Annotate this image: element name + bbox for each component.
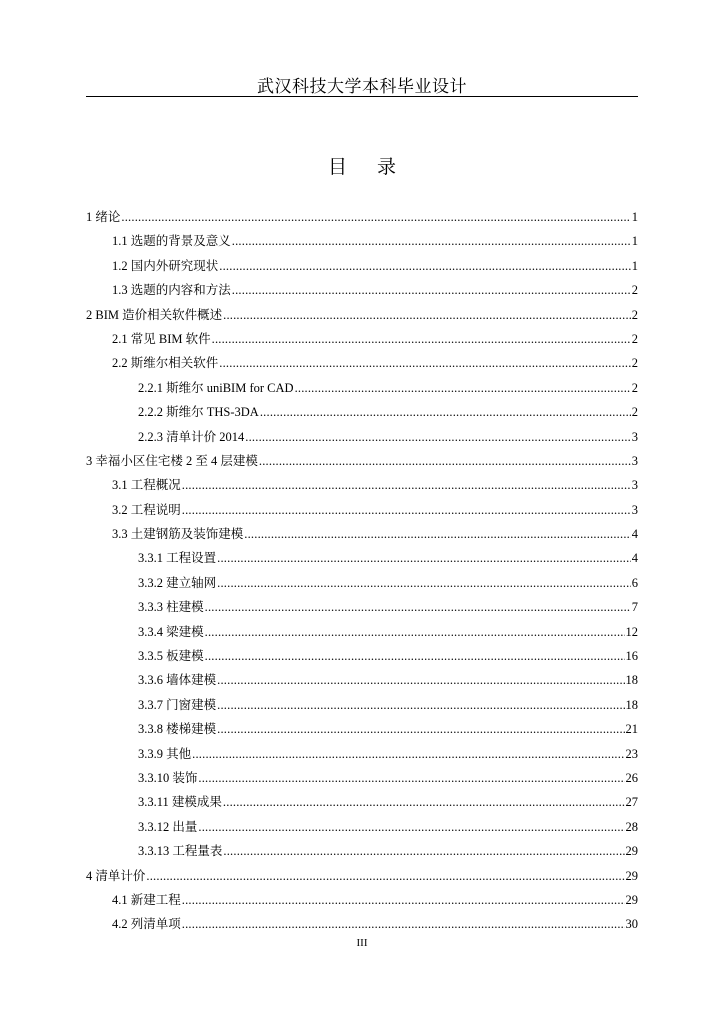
- toc-entry[interactable]: [86, 792, 638, 816]
- table-of-contents: [86, 207, 638, 939]
- toc-entry-text: 3.3 土建钢筋及装饰建模: [112, 527, 244, 542]
- toc-entry-page: 18: [625, 673, 638, 688]
- toc-entry-page: 18: [625, 697, 638, 712]
- toc-entry-page: 1: [631, 258, 638, 273]
- toc-entry[interactable]: [86, 524, 638, 548]
- page-number: III: [356, 937, 368, 949]
- toc-entry-page: 29: [625, 868, 638, 883]
- toc-entry[interactable]: [86, 451, 638, 475]
- toc-dot-leader: [192, 744, 624, 764]
- toc-entry[interactable]: [86, 427, 638, 451]
- toc-entry-text: 3.3.1 工程设置: [138, 551, 217, 566]
- toc-entry-page: 3: [631, 502, 638, 517]
- toc-entry[interactable]: [86, 622, 638, 646]
- toc-entry-text: 2.2.1 斯维尔 uniBIM for CAD: [138, 380, 294, 395]
- toc-entry-page: 3: [631, 478, 638, 493]
- toc-entry[interactable]: [86, 207, 638, 231]
- toc-entry[interactable]: [86, 768, 638, 792]
- toc-dot-leader: [259, 451, 631, 471]
- toc-entry-page: 27: [625, 795, 638, 810]
- toc-entry-text: 2.1 常见 BIM 软件: [112, 331, 211, 346]
- toc-dot-leader: [219, 256, 630, 276]
- toc-dot-leader: [182, 475, 631, 495]
- toc-entry-text: 2.2 斯维尔相关软件: [112, 356, 219, 371]
- toc-entry[interactable]: [86, 573, 638, 597]
- toc-entry[interactable]: [86, 744, 638, 768]
- toc-entry-page: 21: [625, 722, 638, 737]
- toc-entry[interactable]: [86, 817, 638, 841]
- toc-entry-text: 2.2.3 清单计价 2014: [138, 429, 245, 444]
- toc-entry[interactable]: [86, 841, 638, 865]
- toc-entry-page: 29: [625, 892, 638, 907]
- toc-entry-page: 29: [625, 844, 638, 859]
- toc-entry[interactable]: [86, 890, 638, 914]
- toc-dot-leader: [205, 646, 625, 666]
- toc-dot-leader: [121, 207, 630, 227]
- toc-dot-leader: [217, 695, 624, 715]
- toc-entry[interactable]: [86, 353, 638, 377]
- toc-entry-page: 23: [625, 746, 638, 761]
- toc-entry[interactable]: [86, 670, 638, 694]
- toc-dot-leader: [232, 231, 631, 251]
- toc-dot-leader: [182, 500, 631, 520]
- toc-entry[interactable]: [86, 305, 638, 329]
- toc-entry-text: 3.3.6 墙体建模: [138, 673, 217, 688]
- toc-entry-page: 30: [625, 917, 638, 932]
- toc-entry[interactable]: [86, 695, 638, 719]
- toc-entry-text: 2.2.2 斯维尔 THS-3DA: [138, 405, 259, 420]
- toc-entry-page: 4: [631, 551, 638, 566]
- toc-entry[interactable]: [86, 597, 638, 621]
- toc-dot-leader: [205, 597, 631, 617]
- toc-entry-text: 3.3.10 装饰: [138, 770, 198, 785]
- toc-dot-leader: [217, 573, 631, 593]
- toc-entry-text: 1.3 选题的内容和方法: [112, 283, 231, 298]
- header-rule: [86, 96, 638, 97]
- toc-entry-text: 3.3.13 工程量表: [138, 844, 223, 859]
- toc-entry[interactable]: [86, 256, 638, 280]
- toc-dot-leader: [198, 817, 624, 837]
- toc-entry-page: 2: [631, 405, 638, 420]
- toc-entry[interactable]: [86, 866, 638, 890]
- toc-entry-page: 12: [625, 624, 638, 639]
- toc-dot-leader: [212, 329, 631, 349]
- toc-entry[interactable]: [86, 329, 638, 353]
- toc-dot-leader: [260, 402, 631, 422]
- toc-dot-leader: [182, 890, 625, 910]
- toc-entry-page: 1: [631, 234, 638, 249]
- toc-entry-page: 16: [625, 649, 638, 664]
- page-header-title: 武汉科技大学本科毕业设计: [257, 77, 467, 97]
- toc-entry[interactable]: [86, 231, 638, 255]
- toc-entry-page: 6: [631, 575, 638, 590]
- toc-entry-page: 3: [631, 429, 638, 444]
- toc-entry[interactable]: [86, 646, 638, 670]
- toc-entry-text: 3 幸福小区住宅楼 2 至 4 层建模: [86, 453, 258, 468]
- toc-entry[interactable]: [86, 378, 638, 402]
- toc-dot-leader: [182, 914, 625, 934]
- toc-entry-page: 2: [631, 331, 638, 346]
- toc-entry-text: 3.2 工程说明: [112, 502, 181, 517]
- toc-dot-leader: [217, 719, 624, 739]
- toc-entry-page: 1: [631, 210, 638, 224]
- toc-entry[interactable]: [86, 402, 638, 426]
- toc-entry-page: 2: [631, 283, 638, 298]
- toc-entry[interactable]: [86, 719, 638, 743]
- toc-dot-leader: [205, 622, 625, 642]
- toc-dot-leader: [219, 353, 630, 373]
- toc-title: 目 录: [327, 156, 409, 178]
- toc-entry-text: 3.3.2 建立轴网: [138, 575, 217, 590]
- toc-dot-leader: [217, 548, 631, 568]
- toc-entry[interactable]: [86, 914, 638, 938]
- toc-entry-page: 2: [631, 380, 638, 395]
- toc-entry-page: 4: [631, 527, 638, 542]
- toc-dot-leader: [244, 524, 630, 544]
- toc-entry-text: 2 BIM 造价相关软件概述: [86, 307, 223, 322]
- toc-dot-leader: [217, 670, 624, 690]
- toc-entry-text: 3.3.4 梁建模: [138, 624, 204, 639]
- toc-entry-page: 2: [631, 356, 638, 371]
- toc-entry-text: 3.3.8 楼梯建模: [138, 722, 217, 737]
- toc-entry-page: 7: [631, 600, 638, 615]
- toc-dot-leader: [223, 792, 625, 812]
- toc-dot-leader: [295, 378, 631, 398]
- toc-entry-text: 3.1 工程概况: [112, 478, 181, 493]
- toc-entry-text: 3.3.3 柱建模: [138, 600, 204, 615]
- toc-dot-leader: [146, 866, 624, 886]
- toc-entry-text: 3.3.9 其他: [138, 746, 192, 761]
- toc-entry-text: 1 绪论: [86, 210, 121, 224]
- toc-entry-text: 4 清单计价: [86, 868, 146, 883]
- toc-entry-text: 1.2 国内外研究现状: [112, 258, 219, 273]
- toc-entry-page: 2: [631, 307, 638, 322]
- toc-entry-page: 26: [625, 770, 638, 785]
- toc-entry[interactable]: [86, 475, 638, 499]
- toc-dot-leader: [245, 427, 630, 447]
- toc-dot-leader: [232, 280, 631, 300]
- toc-entry[interactable]: [86, 548, 638, 572]
- toc-entry-text: 3.3.5 板建模: [138, 649, 204, 664]
- toc-entry-text: 3.3.11 建模成果: [138, 795, 222, 810]
- toc-dot-leader: [198, 768, 624, 788]
- toc-entry-text: 3.3.12 出量: [138, 819, 198, 834]
- toc-entry-page: 28: [625, 819, 638, 834]
- toc-entry-text: 4.2 列清单项: [112, 917, 181, 932]
- toc-dot-leader: [223, 841, 624, 861]
- toc-entry[interactable]: [86, 280, 638, 304]
- toc-entry-text: 1.1 选题的背景及意义: [112, 234, 231, 249]
- toc-entry-text: 4.1 新建工程: [112, 892, 181, 907]
- toc-entry[interactable]: [86, 500, 638, 524]
- toc-entry-text: 3.3.7 门窗建模: [138, 697, 217, 712]
- toc-entry-page: 3: [631, 453, 638, 468]
- toc-dot-leader: [223, 305, 631, 325]
